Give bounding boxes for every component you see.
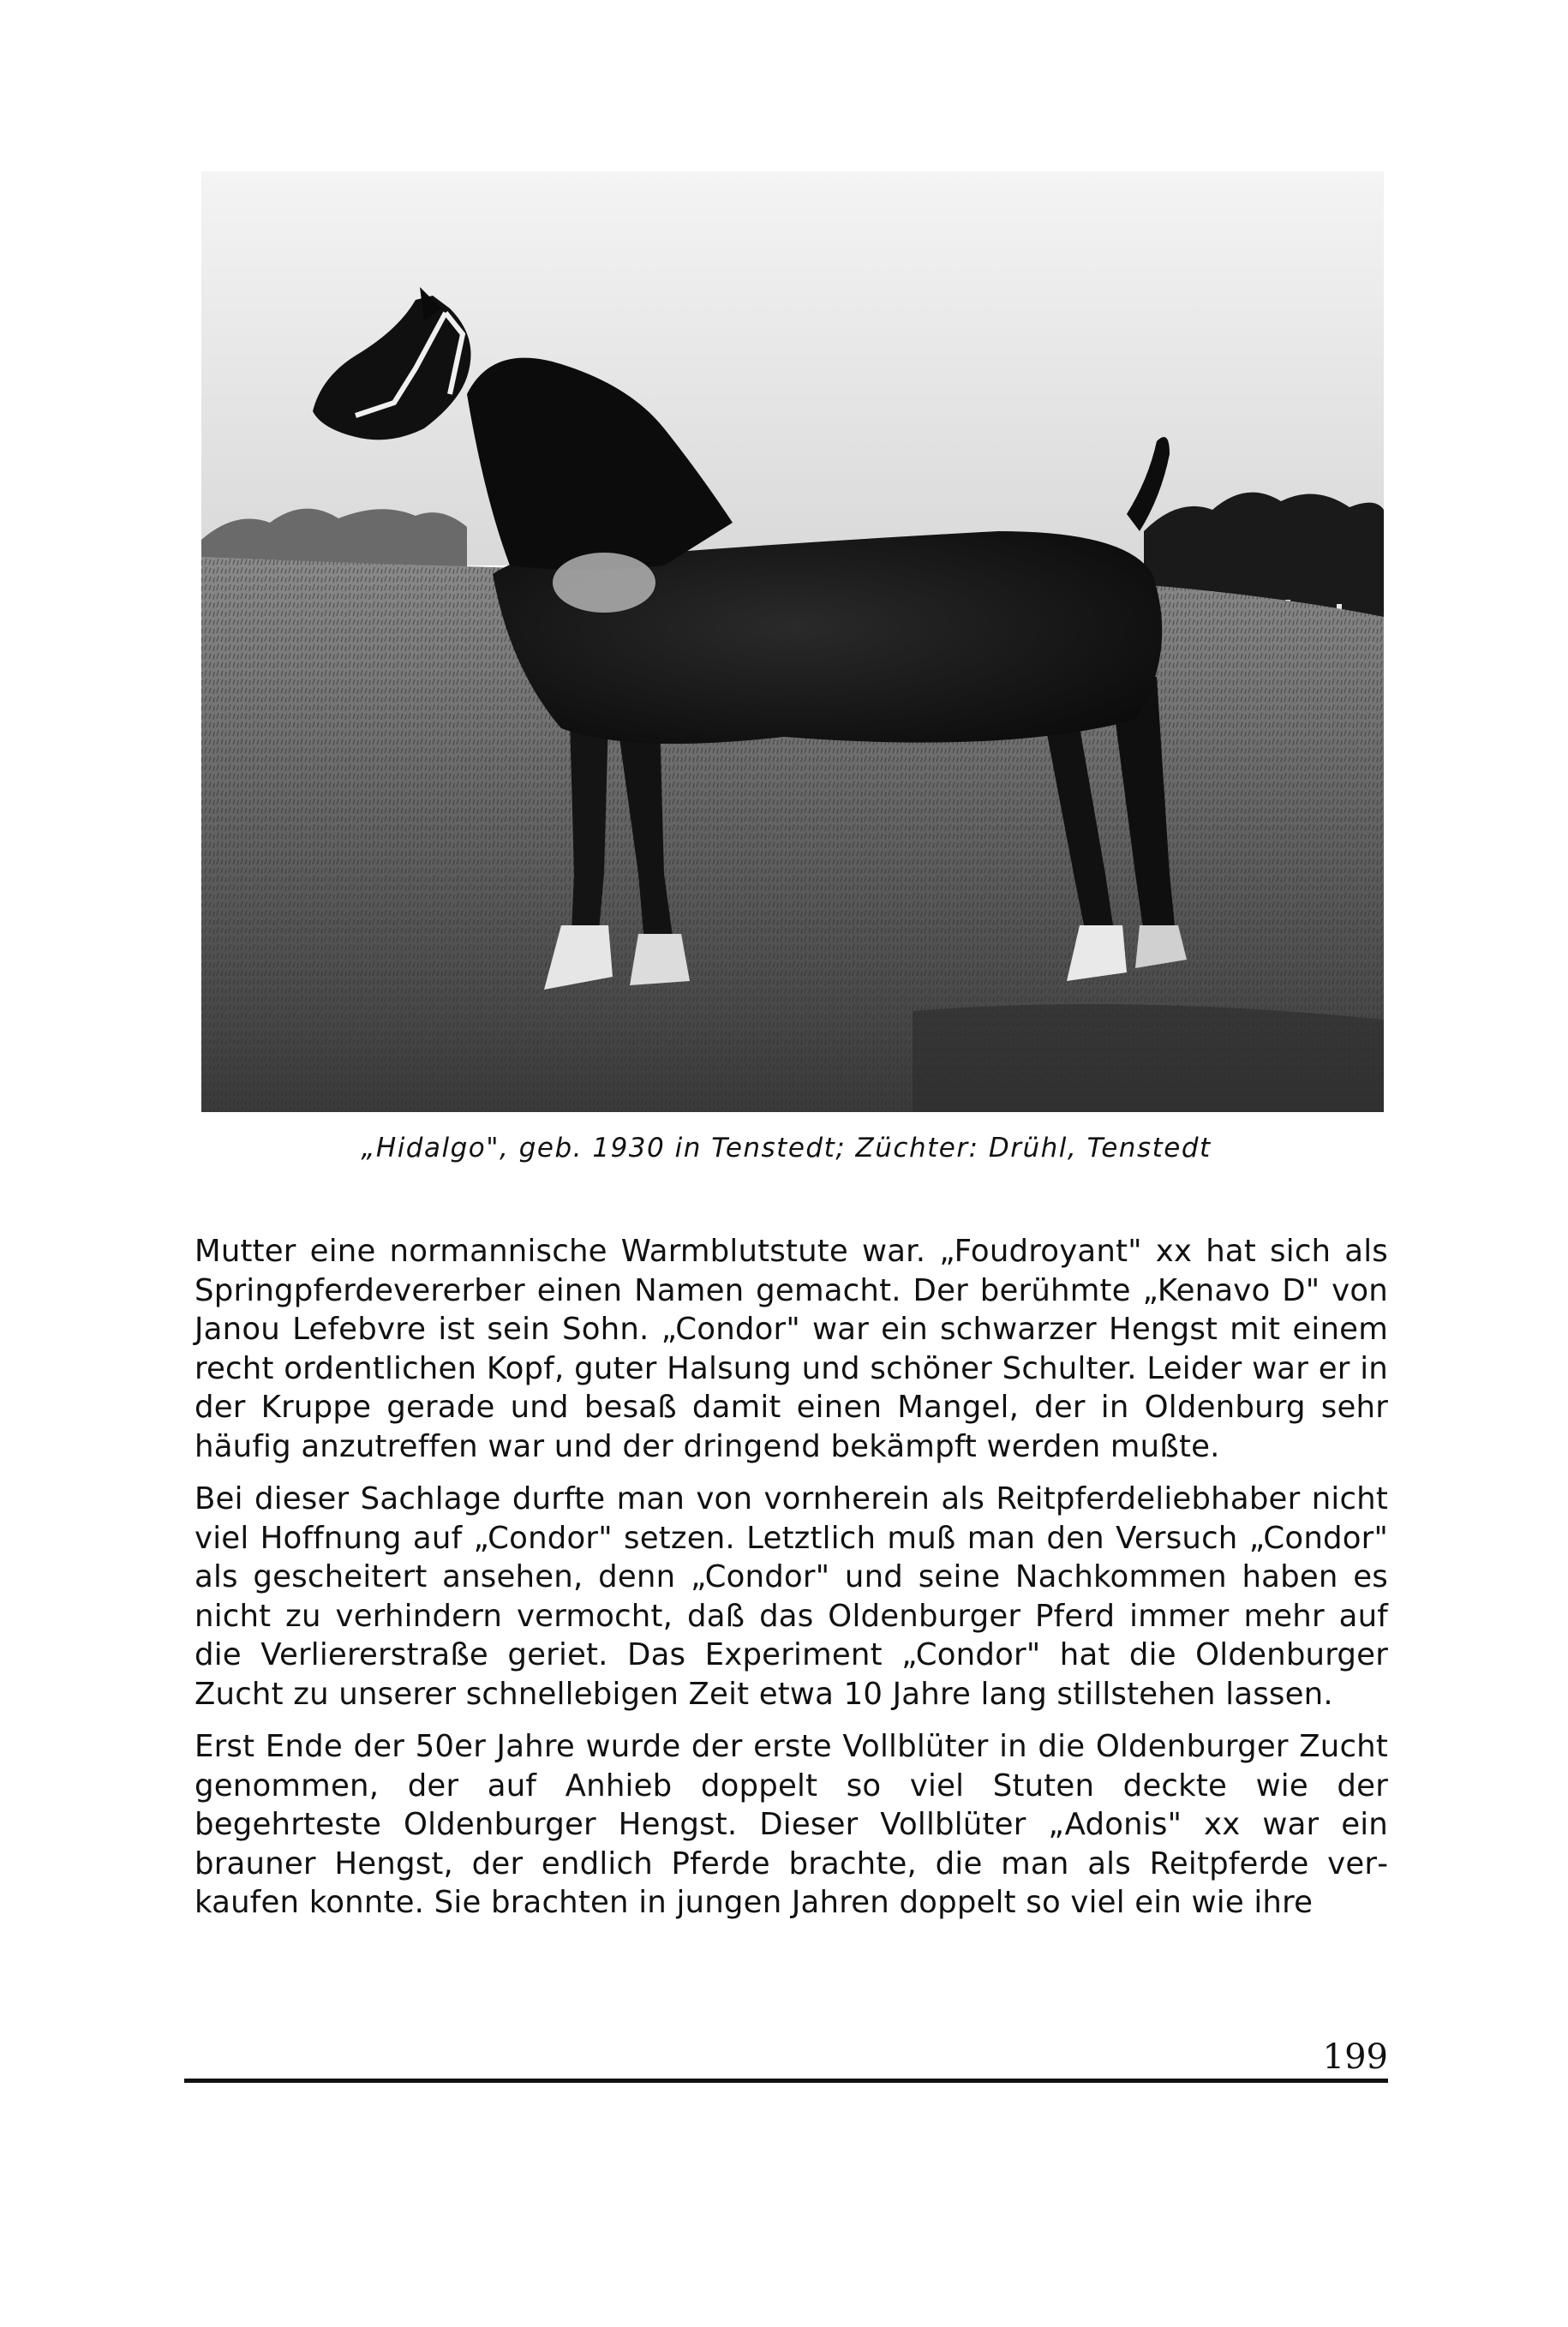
figure-caption: „Hidalgo", geb. 1930 in Tenstedt; Züchter: Drühl, Tenstedt bbox=[361, 1133, 1212, 1164]
paragraph: Mutter eine normannische Warmblutstute war. „Foudroyant" xx hat sich als Springpferdevererber einen Namen gemacht. Der berühmte „Kenavo D" von Janou Lefebvre ist sein Sohn. „Condor" war ein schwarzer Hengst mit einem recht ordentlichen Kopf, guter Halsung und schöner Schulter. Leider war er in der Kruppe gerade und besaß damit einen Mangel, der in Oldenburg sehr häufig anzutreffen war und der dringend bekämpft werden mußte. bbox=[195, 1234, 1388, 1464]
footer-rule bbox=[184, 2079, 1388, 2083]
page-number: 199 bbox=[1322, 2037, 1388, 2077]
paragraph: Erst Ende der 50er Jahre wurde der erste Vollblüter in die Oldenburger Zucht genommen, der auf Anhieb doppelt so viel Stuten deckte wie der begehrteste Oldenburger Hengst. Dieser Vollblüter „Adonis" xx war ein brauner Hengst, der endlich Pferde brachte, die man als Reitpferde verkaufen konnte. Sie brachten in jungen Jahren doppelt so viel ein wie ihre bbox=[195, 1729, 1388, 1920]
horse-photograph bbox=[184, 171, 1388, 1112]
paragraph: Bei dieser Sachlage durfte man von vornherein als Reitpferdeliebhaber nicht viel Hoffnung auf „Condor" setzen. Letztlich muß man den Versuch „Condor" als gescheitert ansehen, denn „Condor" und seine Nachkommen haben es nicht zu verhindern vermocht, daß das Oldenburger Pferd immer mehr auf die Verliererstraße geriet. Das Experiment „Condor" hat die Oldenburger Zucht zu unserer schnellebigen Zeit etwa 10 Jahre lang stillstehen lassen. bbox=[195, 1481, 1388, 1712]
body-text bbox=[195, 1232, 1388, 1936]
horse-photo-image bbox=[184, 171, 1388, 1112]
